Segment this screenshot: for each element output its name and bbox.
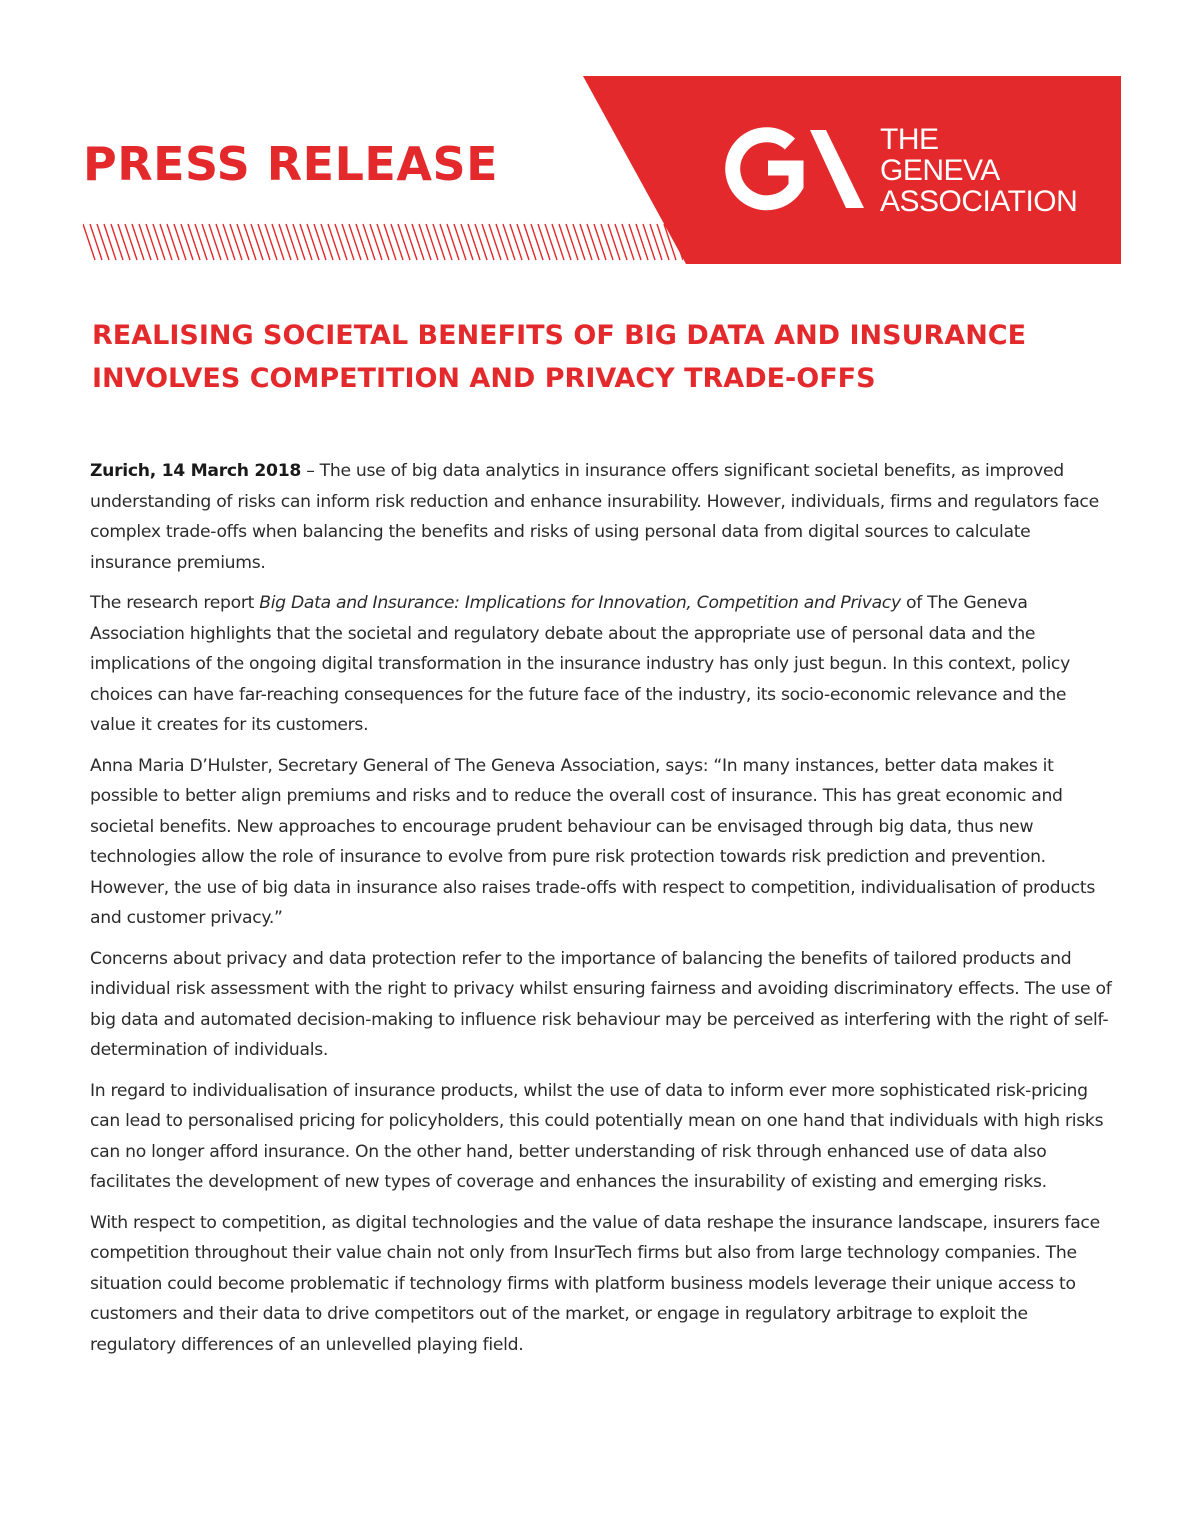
dateline: Zurich, 14 March 2018 bbox=[90, 461, 302, 481]
article-body bbox=[90, 456, 1115, 1370]
paragraph-2 bbox=[90, 588, 1115, 741]
paragraph-2-lead: The research report bbox=[90, 593, 260, 613]
paragraph-3: Anna Maria D’Hulster, Secretary General of The Geneva Association, says: “In many instances, better data makes it possible to better align premiums and risks and to reduce the overall cost of insurance. This has great economic and societal benefits. New approaches to encourage prudent behaviour can be envisaged through big data, thus new technologies allow the role of insurance to evolve from pure risk protection towards risk prediction and prevention. However, the use of big data in insurance also raises trade-offs with respect to competition, individualisation of products and customer privacy.” bbox=[90, 755, 1096, 928]
logo-wordmark bbox=[880, 124, 1077, 217]
geneva-association-logo-icon bbox=[718, 124, 868, 214]
report-title: Big Data and Insurance: Implications for Innovation, Competition and Privacy bbox=[259, 593, 901, 613]
page-header bbox=[0, 0, 1200, 270]
headline-line-2: INVOLVES COMPETITION AND PRIVACY TRADE-OFFS bbox=[92, 363, 876, 394]
paragraph-2-text: of The Geneva Association highlights that the societal and regulatory debate about the appropriate use of personal data and the implications of the ongoing digital transformation in the insurance industry has only just begun. In this context, policy choices can have far-reaching consequences for the future face of the industry, its socio-economic relevance and the value it creates for its customers. bbox=[90, 593, 1070, 735]
paragraph-4: Concerns about privacy and data protection refer to the importance of balancing the benefits of tailored products and individual risk assessment with the right to privacy whilst ensuring fairness and avoiding discriminatory effects. The use of big data and automated decision-making to influence risk behaviour may be perceived as interfering with the right of self-determination of individuals. bbox=[90, 948, 1112, 1060]
logo-line-3: ASSOCIATION bbox=[880, 185, 1078, 218]
logo-line-2: GENEVA bbox=[880, 154, 1000, 187]
paragraph-1 bbox=[90, 456, 1115, 578]
paragraph-5: In regard to individualisation of insurance products, whilst the use of data to inform ever more sophisticated risk-pricing can lead to personalised pricing for policyholders, this could potentially mean on one hand that individuals with high risks can no longer afford insurance. On the other hand, better understanding of risk through enhanced use of data also facilitates the development of new types of coverage and enhances the insurability of existing and emerging risks. bbox=[90, 1080, 1104, 1192]
logo-line-1: THE bbox=[880, 123, 939, 156]
press-release-title: PRESS RELEASE bbox=[83, 137, 498, 191]
paragraph-6: With respect to competition, as digital technologies and the value of data reshape the insurance landscape, insurers face competition throughout their value chain not only from InsurTech firms but also from large technology companies. The situation could become problematic if technology firms with platform business models leverage their unique access to customers and their data to drive competitors out of the market, or engage in regulatory arbitrage to exploit the regulatory differences of an unlevelled playing field. bbox=[90, 1212, 1100, 1355]
headline bbox=[92, 314, 1132, 400]
hatch-pattern bbox=[83, 222, 683, 264]
headline-line-1: REALISING SOCIETAL BENEFITS OF BIG DATA AND INSURANCE bbox=[92, 320, 1027, 351]
paragraph-1-text: – The use of big data analytics in insurance offers significant societal benefits, as improved understanding of risks can inform risk reduction and enhance insurability. However, individuals, firms and regulators face complex trade-offs when balancing the benefits and risks of using personal data from digital sources to calculate insurance premiums. bbox=[90, 461, 1099, 573]
